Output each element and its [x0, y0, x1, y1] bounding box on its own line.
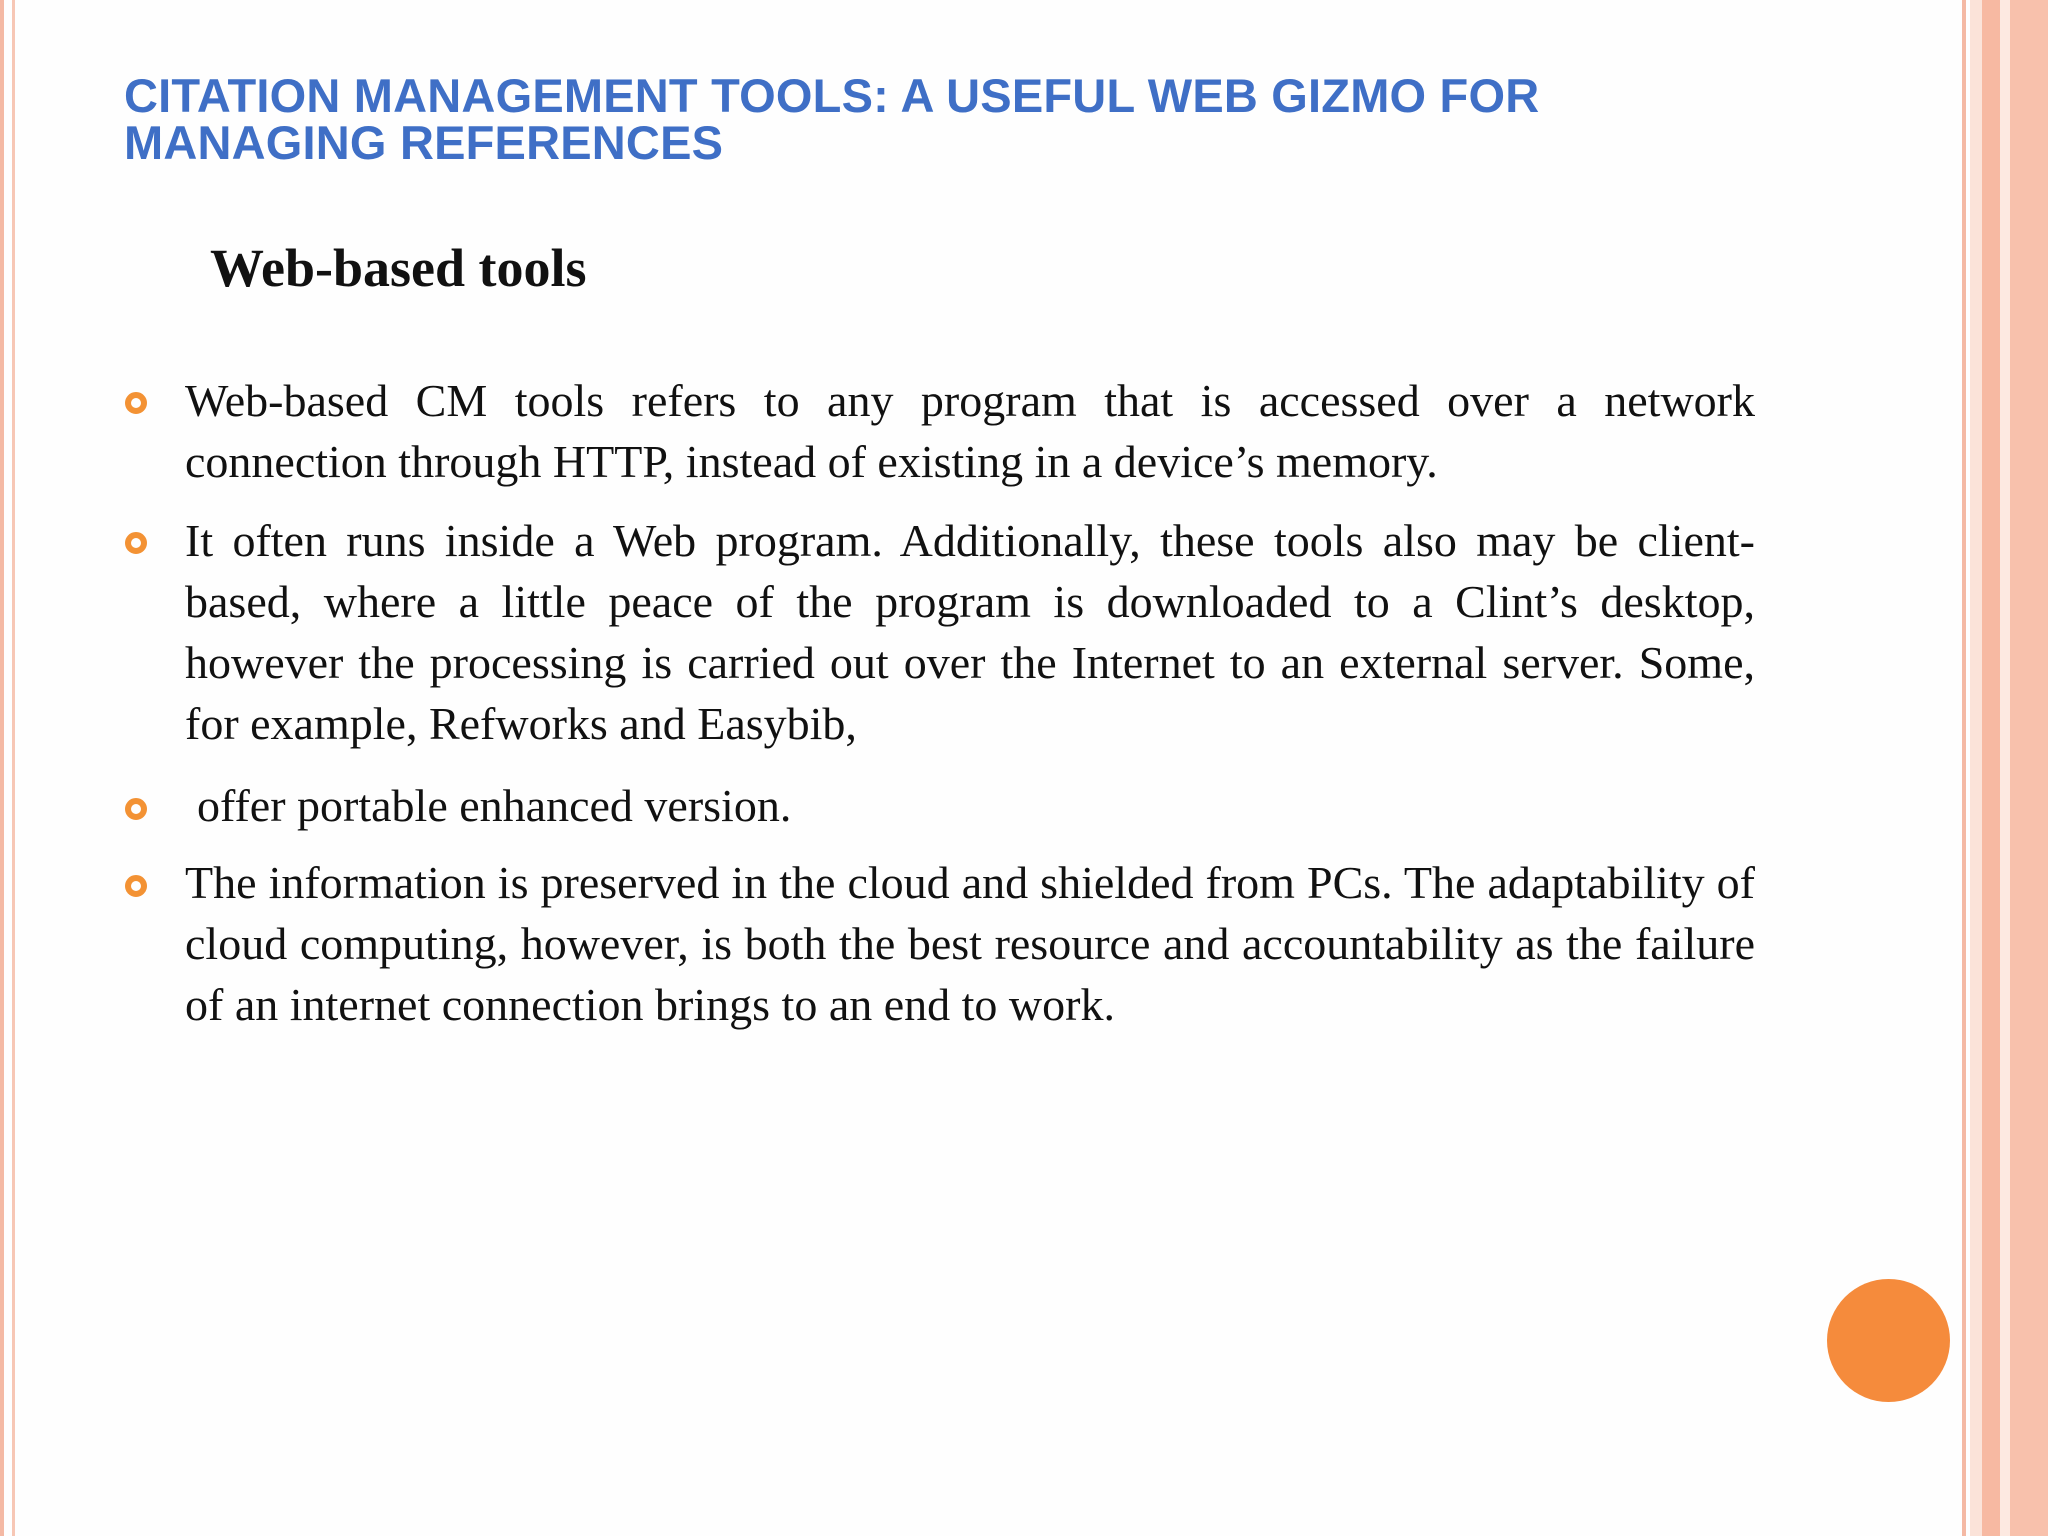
- bullet-item: offer portable enhanced version.: [197, 780, 792, 831]
- bullet-circle-icon: [125, 798, 147, 820]
- right-border-band-outer: [2010, 0, 2048, 1536]
- slide-title: CITATION MANAGEMENT TOOLS: A USEFUL WEB GIZMO FOR MANAGING REFERENCES: [124, 69, 1540, 169]
- bullet-item: It often runs inside a Web program. Additionally, these tools also may be client-based, where a little peace of the program is downloaded to a Clint’s desktop, however the processing is carried out over the Internet to an external server. Some, for example, Refworks and Easybib,: [185, 515, 1755, 749]
- bullet-item: The information is preserved in the cloud and shielded from PCs. The adaptability of cloud computing, however, is both the best resource and accountability as the failure of an internet connection brings to an end to work.: [185, 857, 1755, 1030]
- bullet-item: Web-based CM tools refers to any program that is accessed over a network connection through HTTP, instead of existing in a device’s memory.: [185, 375, 1755, 487]
- bullet-circle-icon: [125, 532, 147, 554]
- right-border-line: [1962, 0, 1966, 1536]
- section-heading: Web-based tools: [210, 238, 587, 298]
- bullet-circle-icon: [125, 392, 147, 414]
- right-border-band: [1982, 0, 2000, 1536]
- right-border-band-light: [1970, 0, 1982, 1536]
- orange-circle-icon: [1827, 1279, 1950, 1402]
- left-border-line-inner: [12, 0, 15, 1536]
- right-border-band-pale: [2000, 0, 2010, 1536]
- left-border-line: [0, 0, 4, 1536]
- bullet-circle-icon: [125, 875, 147, 897]
